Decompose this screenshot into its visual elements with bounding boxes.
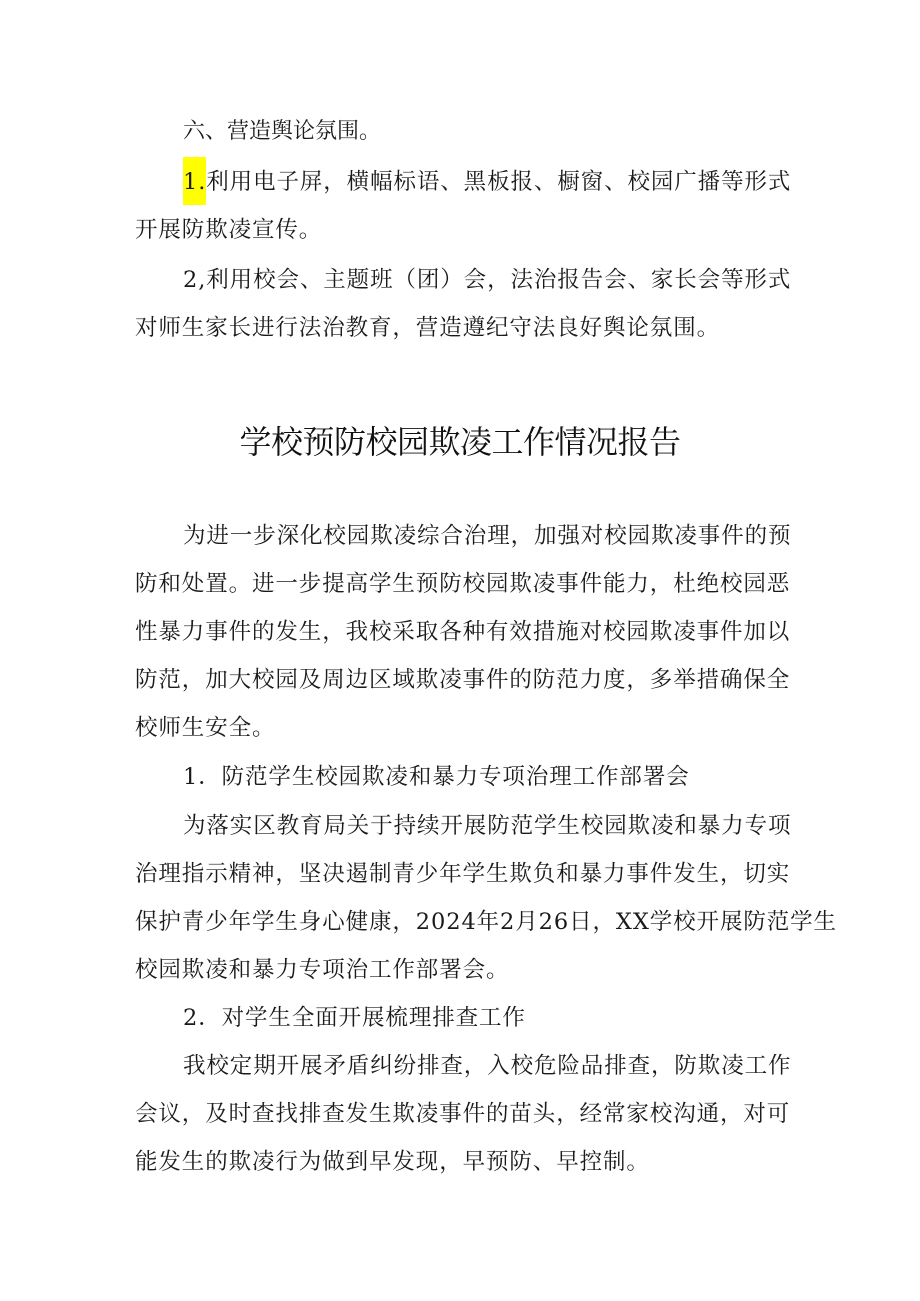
paragraph-line: 治理指示精神，坚决遏制青少年学生欺负和暴力事件发生，切实 xyxy=(135,861,791,887)
paragraph-line: 防范，加大校园及周边区域欺凌事件的防范力度，多举措确保全 xyxy=(135,667,791,693)
paragraph-line: 会议，及时查找排查发生欺凌事件的苗头，经常家校沟通，对可 xyxy=(135,1101,791,1127)
paragraph-line: 开展防欺凌宣传。 xyxy=(135,217,323,243)
paragraph-line xyxy=(183,167,791,205)
paragraph-line: 校师生安全。 xyxy=(135,715,276,741)
paragraph-line: 能发生的欺凌行为做到早发现，早预防、早控制。 xyxy=(135,1149,650,1175)
paragraph-text: 利用电子屏，横幅标语、黑板报、橱窗、校园广播等形式 xyxy=(206,169,792,195)
paragraph-line: 对师生家长进行法治教育，营造遵纪守法良好舆论氛围。 xyxy=(135,315,721,341)
section-heading: 六、营造舆论氛围。 xyxy=(183,119,382,144)
paragraph-line: 防和处置。进一步提高学生预防校园欺凌事件能力，杜绝校园恶 xyxy=(135,571,791,597)
subsection-heading: 1．防范学生校园欺凌和暴力专项治理工作部署会 xyxy=(183,764,690,790)
paragraph-line: 性暴力事件的发生，我校采取各种有效措施对校园欺凌事件加以 xyxy=(135,619,791,645)
paragraph-line: 2,利用校会、主题班（团）会，法治报告会、家长会等形式 xyxy=(183,267,792,293)
subsection-heading: 2．对学生全面开展梳理排查工作 xyxy=(183,1005,526,1031)
highlighted-number: 1. xyxy=(183,157,206,205)
paragraph-line: 校园欺凌和暴力专项治工作部署会。 xyxy=(135,957,510,983)
paragraph-line: 我校定期开展矛盾纠纷排查，入校危险品排查，防欺凌工作 xyxy=(183,1053,792,1079)
paragraph-line: 为进一步深化校园欺凌综合治理，加强对校园欺凌事件的预 xyxy=(183,523,792,549)
paragraph-line: 保护青少年学生身心健康，2024年2月26日，XX学校开展防范学生 xyxy=(135,909,837,935)
report-title: 学校预防校园欺凌工作情况报告 xyxy=(239,423,681,461)
paragraph-line: 为落实区教育局关于持续开展防范学生校园欺凌和暴力专项 xyxy=(183,813,792,839)
